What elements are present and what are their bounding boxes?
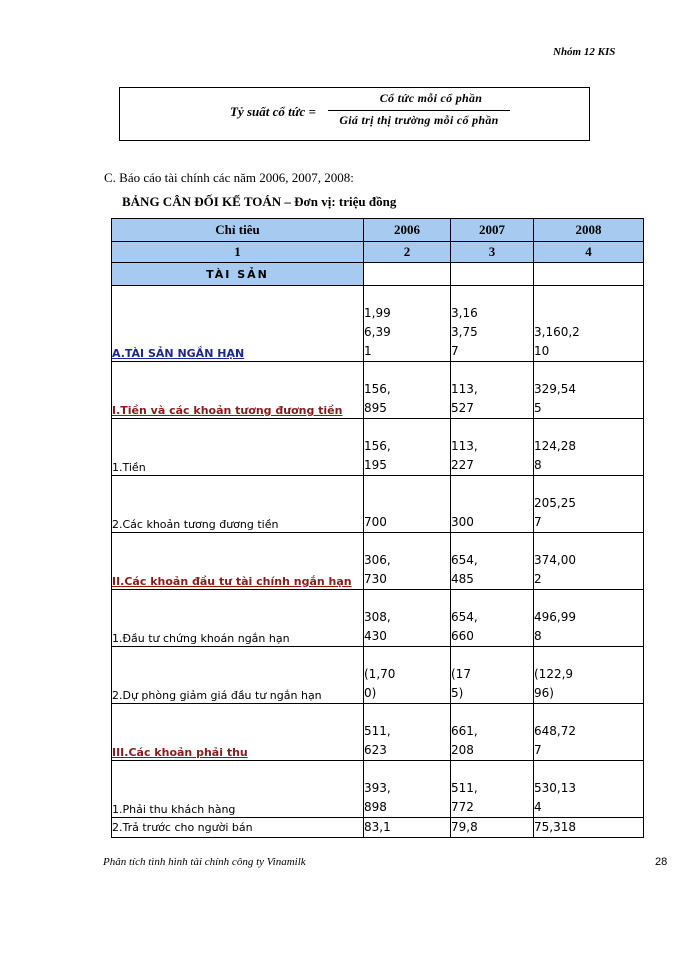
footer-title: Phân tích tình hình tài chính công ty Vinamilk [103, 856, 306, 868]
group-name: Nhóm 12 KIS [553, 46, 616, 58]
cell-2007: 654,485 [451, 553, 478, 586]
row-label: III.Các khoản phải thu [112, 746, 248, 759]
table-row [112, 590, 644, 647]
cell-2008: (122,996) [534, 667, 574, 700]
section-heading: C. Báo cáo tài chính các năm 2006, 2007, 2008: [104, 170, 354, 185]
group-label: TÀI SẢN [112, 263, 364, 286]
table-title [122, 194, 396, 210]
table-row [112, 761, 644, 818]
row-label: II.Các khoản đầu tư tài chính ngắn hạn [112, 575, 352, 588]
col-number-row [112, 242, 644, 263]
cell-2007: 300 [451, 515, 474, 529]
cell-2007: 511,772 [451, 781, 478, 814]
balance-sheet-table [111, 218, 644, 838]
row-label: 2.Dự phòng giảm giá đầu tư ngắn hạn [112, 689, 322, 702]
cell-2007: 661,208 [451, 724, 478, 757]
table-row [112, 818, 644, 838]
cell-2007: 3,163,757 [451, 306, 478, 358]
cell-2006: 700 [364, 515, 387, 529]
cell-2006: 83,1 [364, 820, 391, 834]
cell-2006: 511,623 [364, 724, 391, 757]
cell-2008: 3,160,210 [534, 325, 580, 358]
table-row [112, 647, 644, 704]
table-row [112, 419, 644, 476]
row-label: 1.Đầu tư chứng khoán ngắn hạn [112, 632, 290, 645]
page-number: 28 [655, 856, 668, 868]
cell-2007: 654,660 [451, 610, 478, 643]
table-row [112, 704, 644, 761]
col-number: 3 [451, 242, 534, 263]
table-row [112, 286, 644, 362]
header-row [112, 219, 644, 242]
row-label: 2.Các khoản tương đương tiền [112, 518, 279, 531]
cell-2006: 156,895 [364, 382, 391, 415]
col-number: 2 [364, 242, 451, 263]
formula-numerator: Cổ tức mỗi cổ phần [379, 91, 483, 105]
row-label: 2.Trả trước cho người bán [112, 821, 253, 834]
col-header-indicator: Chỉ tiêu [112, 219, 364, 242]
cell-2006: 306,730 [364, 553, 391, 586]
row-label: 1.Phải thu khách hàng [112, 803, 236, 816]
cell-2008: 205,257 [534, 496, 576, 529]
col-number: 1 [112, 242, 364, 263]
table-title-text: BẢNG CÂN ĐỐI KẾ TOÁN [122, 194, 282, 209]
cell-2008: 530,134 [534, 781, 576, 814]
cell-2007: 113,227 [451, 439, 478, 472]
table-row [112, 533, 644, 590]
cell-2008: 75,318 [534, 820, 576, 834]
formula-lhs: Tỷ suất cổ tức = [230, 104, 316, 119]
col-number: 4 [534, 242, 644, 263]
cell-2007: 79,8 [451, 820, 478, 834]
col-header-2006: 2006 [364, 219, 451, 242]
table-unit: – Đơn vị: triệu đồng [281, 194, 397, 209]
col-header-2008: 2008 [534, 219, 644, 242]
cell-2008: 124,288 [534, 439, 576, 472]
row-label: 1.Tiền [112, 461, 146, 474]
table-row [112, 476, 644, 533]
dividend-yield-formula [119, 87, 590, 141]
cell-2007: (175) [451, 667, 471, 700]
cell-2006: 1,996,391 [364, 306, 391, 358]
fraction-bar [328, 110, 510, 111]
cell-2008: 329,545 [534, 382, 576, 415]
cell-2008: 496,998 [534, 610, 576, 643]
col-header-2007: 2007 [451, 219, 534, 242]
cell-2006: 156,195 [364, 439, 391, 472]
row-label: A.TÀI SẢN NGẮN HẠN [112, 347, 245, 360]
row-label: I.Tiền và các khoản tương đương tiền [112, 404, 343, 417]
group-row [112, 263, 644, 286]
cell-2008: 648,727 [534, 724, 576, 757]
cell-2006: 308,430 [364, 610, 391, 643]
cell-2006: 393,898 [364, 781, 391, 814]
cell-2008: 374,002 [534, 553, 576, 586]
table-row [112, 362, 644, 419]
cell-2006: (1,700) [364, 667, 396, 700]
formula-denominator: Giá trị thị trường mỗi cổ phần [339, 113, 499, 127]
cell-2007: 113,527 [451, 382, 478, 415]
